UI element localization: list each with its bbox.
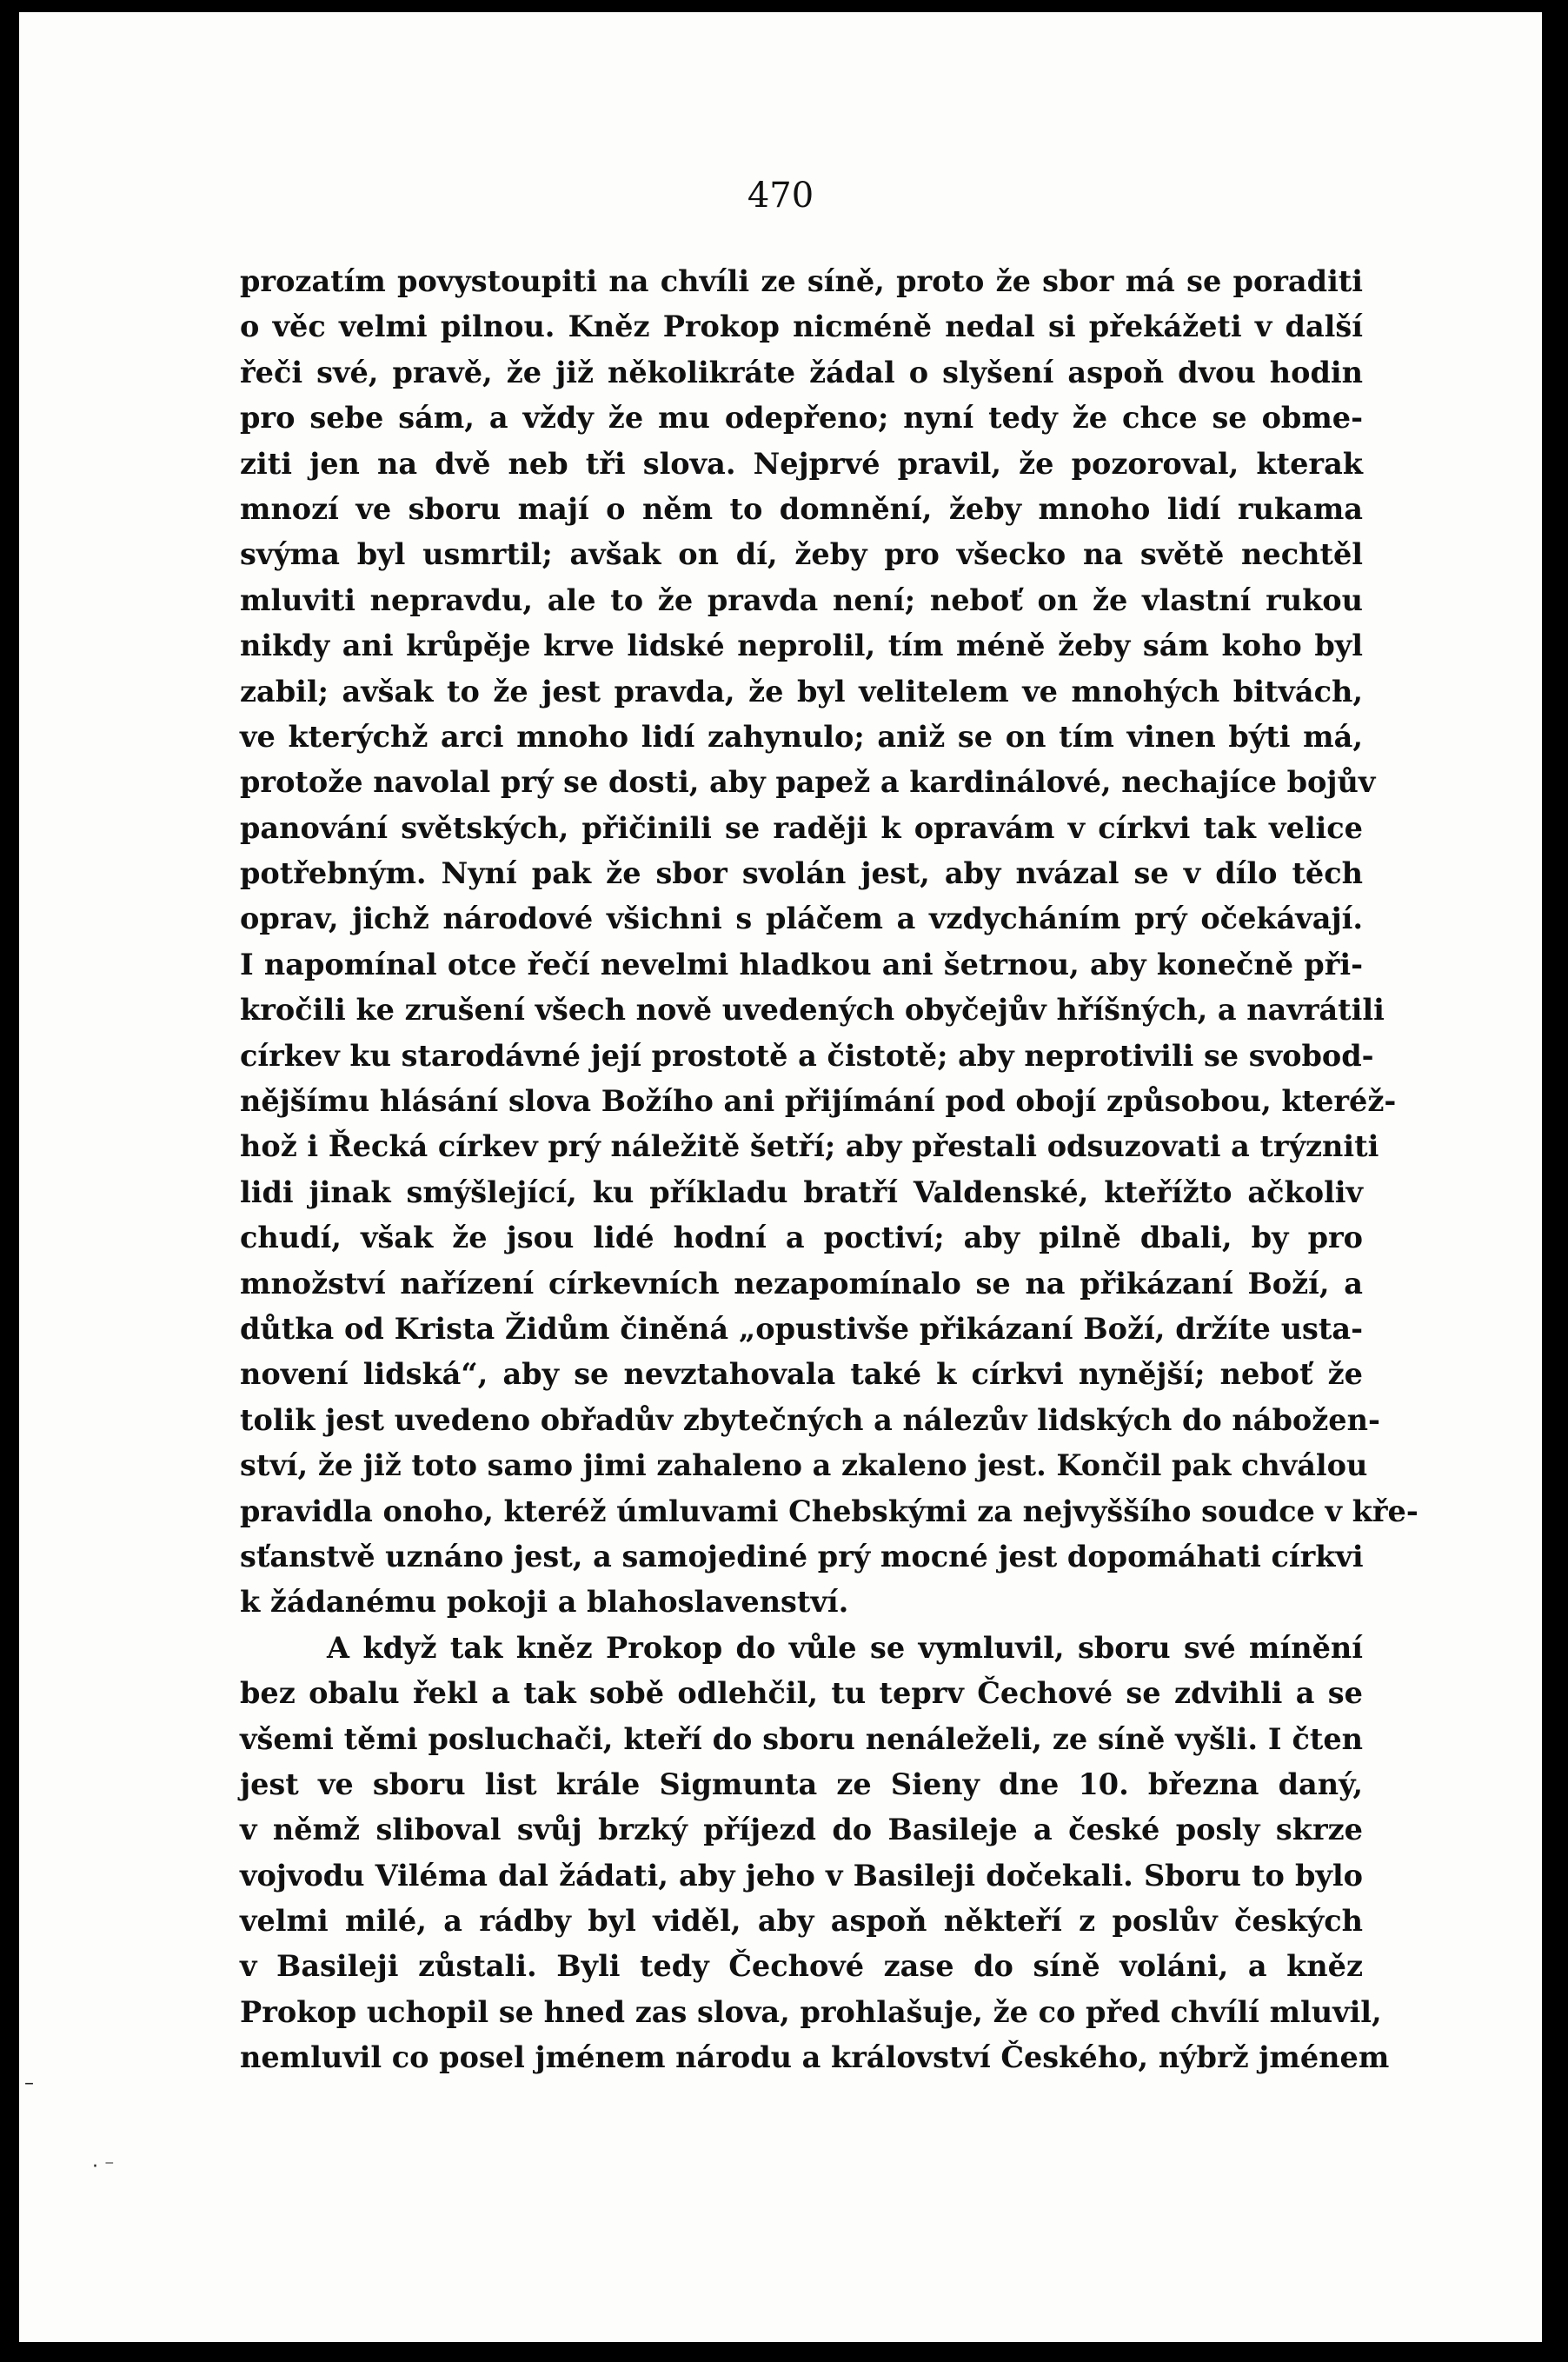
- text-line: pro sebe sám, a vždy že mu odepřeno; nyní tedy že chce se obme-: [240, 401, 1363, 436]
- text-line: prozatím povystoupiti na chvíli ze síně, proto že sbor má se poraditi: [240, 264, 1363, 298]
- text-line: chudí, však že jsou lidé hodní a poctiví; aby pilně dbali, by pro: [240, 1221, 1363, 1255]
- text-line: A když tak kněz Prokop do vůle se vymluvil, sboru své mínění: [327, 1630, 1363, 1665]
- page-number: 470: [747, 176, 814, 216]
- text-line: důtka od Krista Židům činěná „opustivše přikázaní Boží, držíte usta-: [240, 1311, 1363, 1346]
- text-line: tolik jest uvedeno obřadův zbytečných a nálezův lidských do nábožen-: [240, 1402, 1380, 1437]
- text-line: mnozí ve sboru mají o něm to domnění, žeby mnoho lidí rukama: [240, 491, 1363, 526]
- text-line: v Basileji zůstali. Byli tedy Čechové zase do síně voláni, a kněz: [240, 1949, 1363, 1984]
- text-line: kročili ke zrušení všech nově uvedených obyčejův hříšných, a navrátili: [240, 993, 1385, 1028]
- text-line: zabil; avšak to že jest pravda, že byl velitelem ve mnohých bitvách,: [240, 674, 1363, 709]
- text-line: pravidla onoho, kteréž úmluvami Chebskými za nejvyššího soudce v kře-: [240, 1494, 1419, 1528]
- book-page: [19, 12, 1542, 2342]
- text-line: velmi milé, a rádby byl viděl, aby aspoň někteří z poslův českých: [240, 1904, 1363, 1939]
- text-line: lidi jinak smýšlející, ku příkladu bratří Valdenské, kteřížto ačkoliv: [240, 1174, 1363, 1209]
- text-line: o věc velmi pilnou. Kněz Prokop nicméně nedal si překážeti v další: [240, 309, 1363, 344]
- text-line: církev ku starodávné její prostotě a čistotě; aby neprotivili se svobod-: [240, 1038, 1374, 1073]
- text-line: ziti jen na dvě neb tři slova. Nejprvé pravil, že pozoroval, kterak: [240, 446, 1363, 481]
- text-line: nemluvil co posel jménem národu a království Českého, nýbrž jménem: [240, 2040, 1390, 2075]
- text-line: I napomínal otce řečí nevelmi hladkou ani šetrnou, aby konečně při-: [240, 947, 1363, 981]
- text-line: potřebným. Nyní pak že sbor svolán jest, aby nvázal se v dílo těch: [240, 856, 1363, 891]
- text-line: bez obalu řekl a tak sobě odlehčil, tu teprv Čechové se zdvihli a se: [240, 1676, 1363, 1711]
- paragraph-2: [240, 1626, 1390, 2081]
- text-line: jest ve sboru list krále Sigmunta ze Sieny dne 10. března daný,: [240, 1767, 1363, 1801]
- text-line: svýma byl usmrtil; avšak on dí, žeby pro všecko na světě nechtěl: [240, 537, 1363, 572]
- scan-speck: –: [24, 2073, 34, 2094]
- text-line: všemi těmi posluchači, kteří do sboru nenáleželi, ze síně vyšli. I čten: [240, 1721, 1363, 1756]
- text-line: ství, že již toto samo jimi zahaleno a zkaleno jest. Končil pak chválou: [240, 1448, 1368, 1483]
- text-line: sťanstvě uznáno jest, a samojediné prý mocné jest dopomáhati církvi: [240, 1539, 1364, 1574]
- text-line: panování světských, přičinili se raději k opravám v církvi tak velice: [240, 810, 1363, 845]
- scan-speck: · ⁻: [92, 2156, 115, 2178]
- paragraph-1: [240, 259, 1419, 1626]
- body-text: [240, 259, 1419, 2081]
- text-line: nějšímu hlásání slova Božího ani přijímání pod obojí způsobou, kteréž-: [240, 1084, 1397, 1119]
- text-line: Prokop uchopil se hned zas slova, prohlašuje, že co před chvílí mluvil,: [240, 1994, 1382, 2029]
- text-line: oprav, jichž národové všichni s pláčem a vzdycháním prý očekávají.: [240, 902, 1363, 936]
- text-line: ve kterýchž arci mnoho lidí zahynulo; aniž se on tím vinen býti má,: [240, 719, 1363, 754]
- text-line: v němž sliboval svůj brzký příjezd do Basileje a české posly skrze: [240, 1813, 1363, 1847]
- text-line: novení lidská“, aby se nevztahovala také k církvi nynější; neboť že: [240, 1357, 1363, 1392]
- text-line: nikdy ani krůpěje krve lidské neprolil, tím méně žeby sám koho byl: [240, 629, 1363, 663]
- text-line: mluviti nepravdu, ale to že pravda není; neboť on že vlastní rukou: [240, 582, 1363, 617]
- text-line: hož i Řecká církev prý náležitě šetří; aby přestali odsuzovati a trýzniti: [240, 1129, 1379, 1164]
- text-line: řeči své, pravě, že již několikráte žádal o slyšení aspoň dvou hodin: [240, 355, 1363, 389]
- text-line: vojvodu Viléma dal žádati, aby jeho v Basileji dočekali. Sboru to bylo: [240, 1858, 1363, 1893]
- text-line: množství nařízení církevních nezapomínalo se na přikázaní Boží, a: [240, 1266, 1363, 1301]
- text-line: k žádanému pokoji a blahoslavenství.: [240, 1585, 849, 1620]
- text-line: protože navolal prý se dosti, aby papež a kardinálové, nechajíce bojův: [240, 765, 1376, 800]
